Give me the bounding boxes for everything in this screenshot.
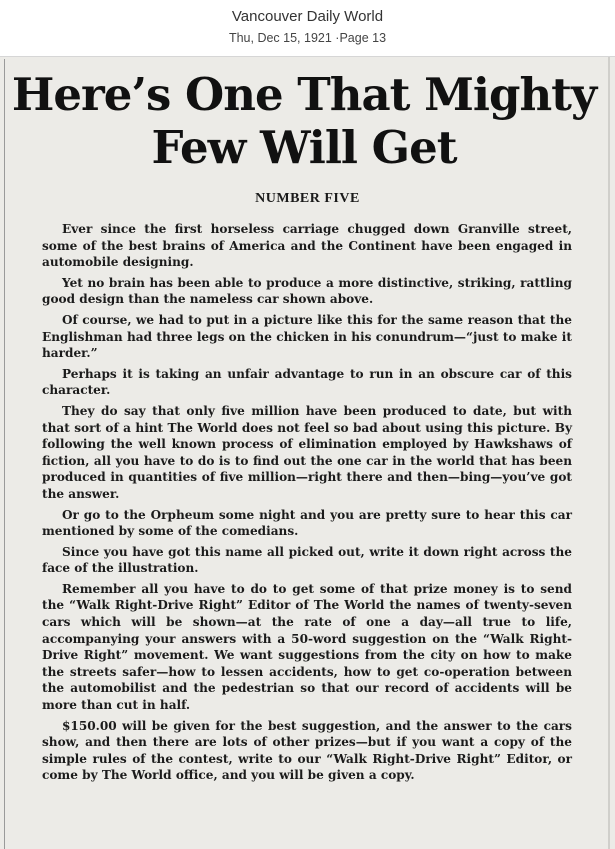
newspaper-header bbox=[0, 0, 615, 57]
article-paragraph: Perhaps it is taking an unfair advantage to run in an obscure car of this character. bbox=[42, 366, 572, 398]
article-paragraph: Since you have got this name all picked out, write it down right across the face of the illustration. bbox=[42, 544, 572, 576]
newspaper-clipping bbox=[0, 57, 615, 849]
publication-date-page: Thu, Dec 15, 1921 ·Page 13 bbox=[228, 31, 387, 45]
subheading: NUMBER FIVE bbox=[255, 191, 360, 206]
clipping-border bbox=[4, 59, 5, 849]
article-paragraph: Of course, we had to put in a picture like this for the same reason that the Englishman had three legs on the chicken in his conundrum—“just to make it harder.” bbox=[42, 312, 572, 361]
headline-line-2: Few Will Get bbox=[151, 121, 457, 174]
article-paragraph: Or go to the Orpheum some night and you are pretty sure to hear this car mentioned by some of the comedians. bbox=[42, 507, 572, 539]
article-paragraph: $150.00 will be given for the best suggestion, and the answer to the cars show, and then there are lots of other prizes—but if you want a copy of the simple rules of the contest, write to our “Walk Right-Drive Right” Editor, or come by The World office, and you will be given a copy. bbox=[42, 718, 572, 783]
publication-title: Vancouver Daily World bbox=[231, 8, 384, 25]
article-paragraph: Yet no brain has been able to produce a more distinctive, striking, rattling good design than the nameless car shown above. bbox=[42, 275, 572, 307]
article-paragraph: Ever since the first horseless carriage chugged down Granville street, some of the best brains of America and the Continent have been engaged in automobile designing. bbox=[42, 222, 572, 270]
clipping-edge bbox=[608, 57, 610, 849]
article-paragraph: They do say that only five million have been produced to date, but with that sort of a hint The World does not feel so bad about using this picture. By following the well known process of elimination employed by Hawkshaws of fiction, all you have to do is to find out the one car in the world that has been produced in quantities of five million—right there and then—bing—you’ve got the answer. bbox=[42, 403, 572, 501]
article-paragraph: Remember all you have to do to get some of that prize money is to send the “Walk Right-Drive Right” Editor of The World the names of twenty-seven cars which will be shown—at the rate of one a day—all true to life, accompanying your answers with a 50-word suggestion on the “Walk Right-Drive Right” movement. We want suggestions from the city on how to make the streets safer—how to lessen accidents, how to get co-operation between the automobilist and the pedestrian so that our record of accidents will be more than cut in half. bbox=[42, 581, 572, 713]
article-body bbox=[42, 221, 572, 788]
headline-line-1: Here’s One That Mighty bbox=[11, 68, 597, 121]
